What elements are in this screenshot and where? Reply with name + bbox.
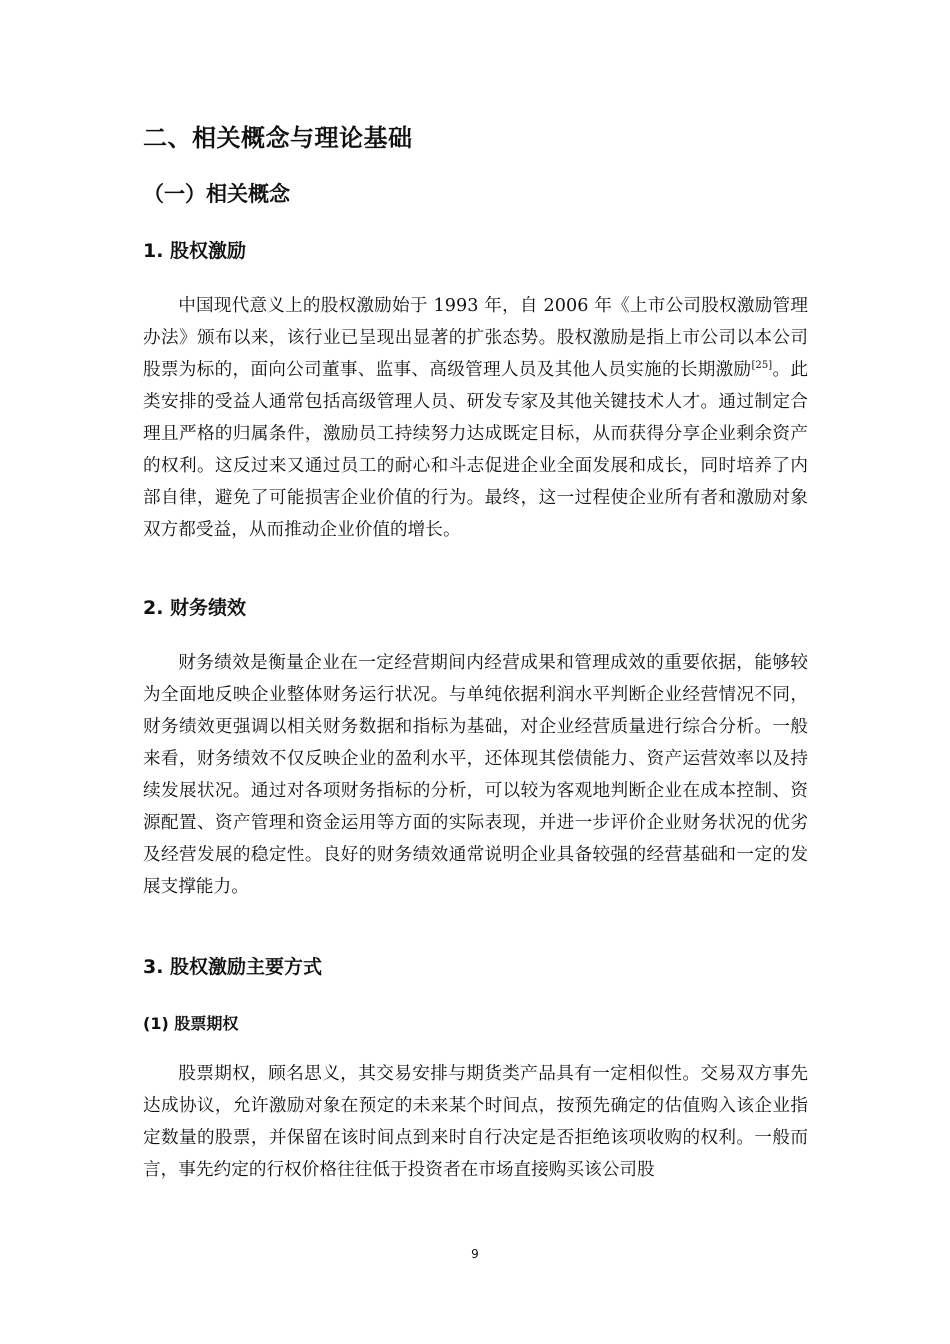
paragraph-equity-incentive	[143, 290, 808, 546]
paragraph-financial-performance: 财务绩效是衡量企业在一定经营期间内经营成果和管理成效的重要依据，能够较为全面地反映企业整体财务运行状况。与单纯依据利润水平判断企业经营情况不同，财务绩效更强调以相关财务数据和指标为基础，对企业经营质量进行综合分析。一般来看，财务绩效不仅反映企业的盈利水平，还体现其偿债能力、资产运营效率以及持续发展状况。通过对各项财务指标的分析，可以较为客观地判断企业在成本控制、资源配置、资产管理和资金运用等方面的实际表现，并进一步评价企业财务状况的优劣及经营发展的稳定性。良好的财务绩效通常说明企业具备较强的经营基础和一定的发展支撑能力。	[143, 653, 808, 897]
page-number: 9	[471, 1247, 479, 1261]
section-heading-related-concepts: （一）相关概念	[143, 182, 290, 206]
subsection-heading-equity-incentive: 1. 股权激励	[143, 240, 247, 262]
subsection-heading-financial-performance: 2. 财务绩效	[143, 597, 247, 619]
paragraph-text: 。此类安排的受益人通常包括高级管理人员、研发专家及其他关键技术人才。通过制定合理且严格的归属条件，激励员工持续努力达成既定目标，从而获得分享企业剩余资产的权利。这反过来又通过员工的耐心和斗志促进企业全面发展和成长，同时培养了内部自律，避免了可能损害企业价值的行为。最终，这一过程使企业所有者和激励对象双方都受益，从而推动企业价值的增长。	[143, 360, 808, 540]
paragraph-text: 中国现代意义上的股权激励始于 1993 年，自 2006 年《上市公司股权激励管理办法》颁布以来，该行业已呈现出显著的扩张态势。股权激励是指上市公司以本公司股票为标的，面向公司董事、监事、高级管理人员及其他人员实施的长期激励	[143, 296, 808, 380]
paragraph-stock-options: 股票期权，顾名思义，其交易安排与期货类产品具有一定相似性。交易双方事先达成协议，允许激励对象在预定的未来某个时间点，按预先确定的估值购入该企业指定数量的股票，并保留在该时间点到来时自行决定是否拒绝该项收购的权利。一般而言，事先约定的行权价格往往低于投资者在市场直接购买该公司股	[143, 1064, 808, 1180]
citation-marker: [25]	[751, 360, 773, 371]
item-heading-stock-options: (1) 股票期权	[143, 1014, 239, 1033]
chapter-title: 二、相关概念与理论基础	[143, 124, 413, 152]
subsection-heading-incentive-methods: 3. 股权激励主要方式	[143, 956, 323, 978]
